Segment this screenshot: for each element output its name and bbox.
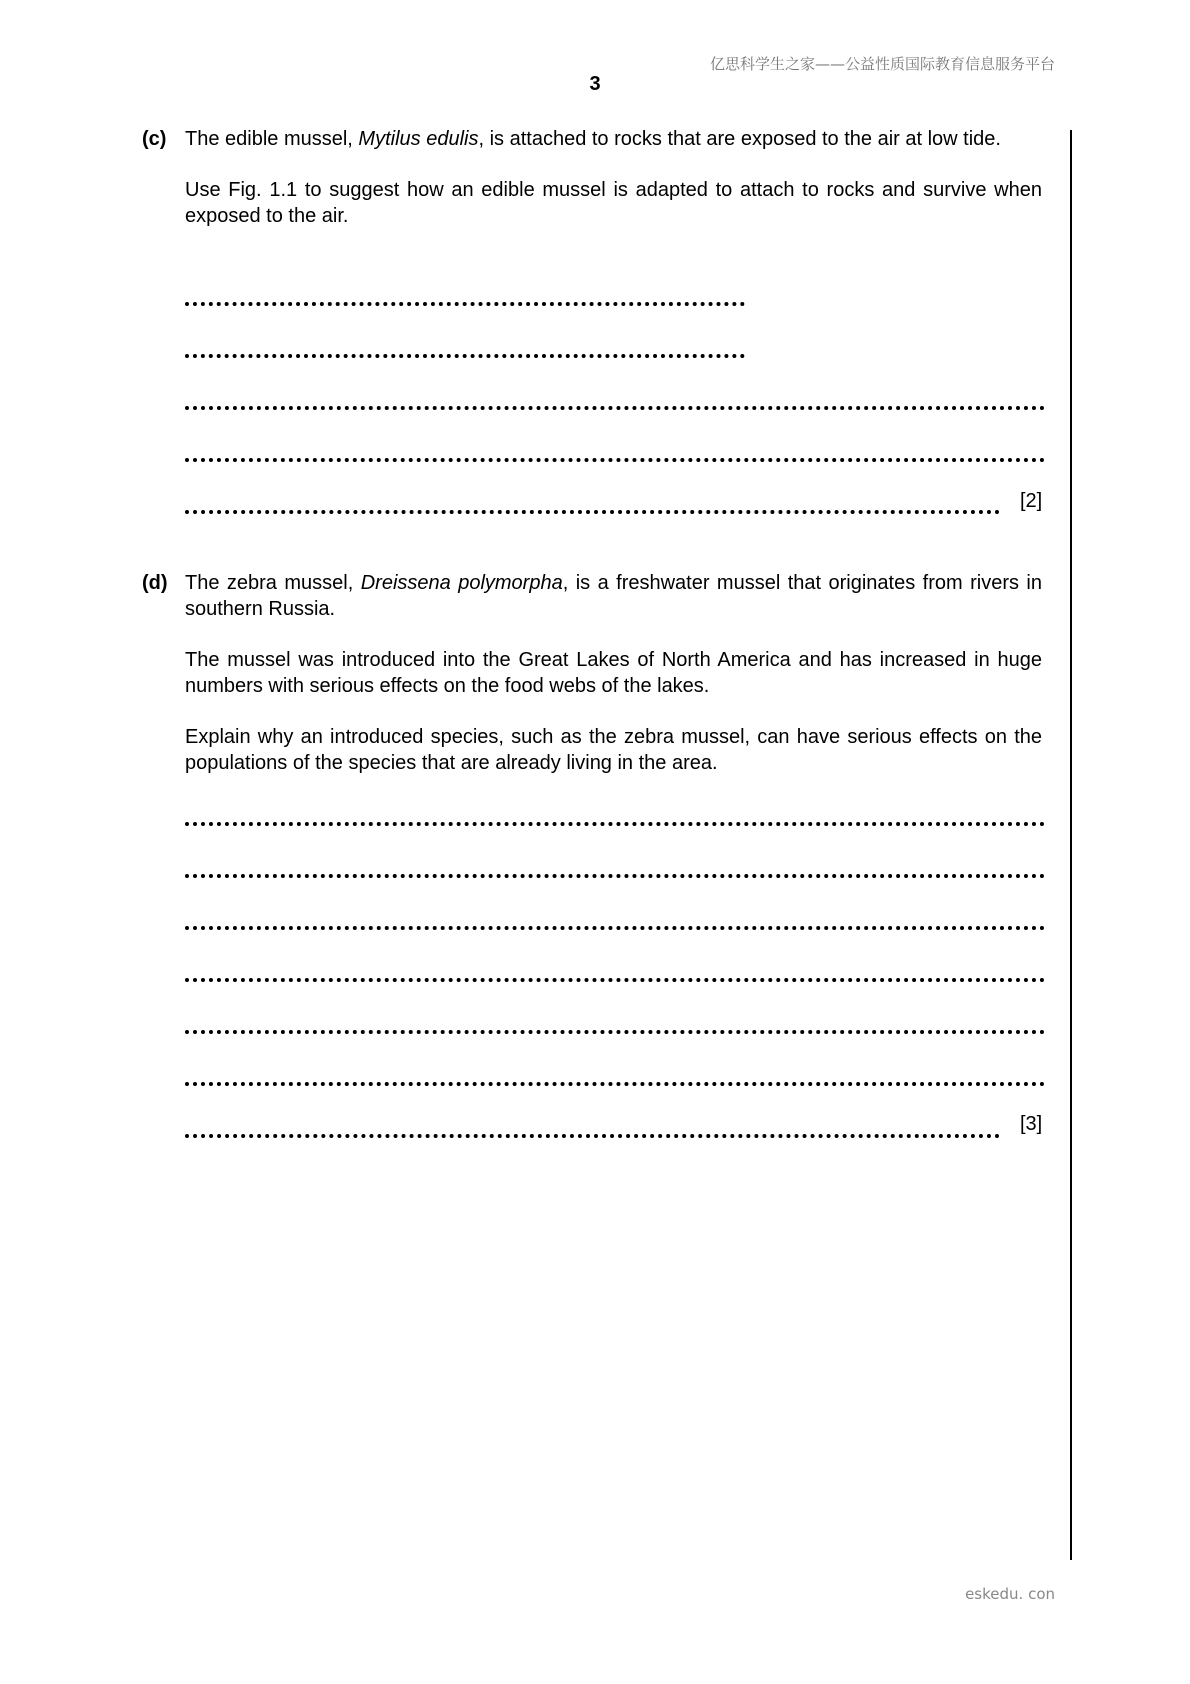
marks-d: [3] bbox=[1020, 1113, 1043, 1135]
question-d-context: The mussel was introduced into the Great Lakes of North America and has increased in huge numbers with serious effects on the food webs of the lakes. bbox=[185, 649, 1042, 697]
question-c-instruction: Use Fig. 1.1 to suggest how an edible mussel is adapted to attach to rocks and survive when exposed to the air. bbox=[185, 179, 1042, 227]
answer-line-d6[interactable] bbox=[185, 1082, 1045, 1086]
answer-line-c3[interactable] bbox=[185, 406, 1045, 410]
footer-site: eskedu. con bbox=[965, 1585, 1055, 1603]
question-d-instruction: Explain why an introduced species, such as the zebra mussel, can have serious effects on the populations of the species that are already living in the area. bbox=[185, 726, 1042, 774]
answer-line-d4[interactable] bbox=[185, 978, 1045, 982]
answer-line-d7[interactable] bbox=[185, 1134, 1000, 1138]
header-site-text: 亿思科学生之家——公益性质国际教育信息服务平台 bbox=[709, 55, 1055, 73]
page-number: 3 bbox=[589, 73, 601, 95]
answer-line-c5[interactable] bbox=[185, 510, 1000, 514]
answer-line-d2[interactable] bbox=[185, 874, 1045, 878]
answer-line-d1[interactable] bbox=[185, 822, 1045, 826]
question-d-body bbox=[185, 570, 1042, 801]
answer-line-c1[interactable] bbox=[185, 302, 745, 306]
question-d-label: (d) bbox=[142, 572, 168, 594]
answer-line-c4[interactable] bbox=[185, 458, 1045, 462]
species-name-c: Mytilus edulis bbox=[358, 128, 479, 150]
answer-line-d3[interactable] bbox=[185, 926, 1045, 930]
answer-line-d5[interactable] bbox=[185, 1030, 1045, 1034]
question-c-intro: The edible mussel, Mytilus edulis, is attached to rocks that are exposed to the air at low tide. bbox=[185, 128, 1001, 150]
answer-line-c2[interactable] bbox=[185, 354, 745, 358]
question-c-label: (c) bbox=[142, 128, 167, 150]
question-d-intro: The zebra mussel, Dreissena polymorpha, is a freshwater mussel that originates from rivers in southern Russia. bbox=[185, 572, 1042, 620]
margin-line bbox=[1070, 130, 1072, 1560]
question-c-body bbox=[185, 126, 1042, 254]
marks-c: [2] bbox=[1020, 490, 1043, 512]
species-name-d: Dreissena polymorpha bbox=[360, 572, 563, 594]
